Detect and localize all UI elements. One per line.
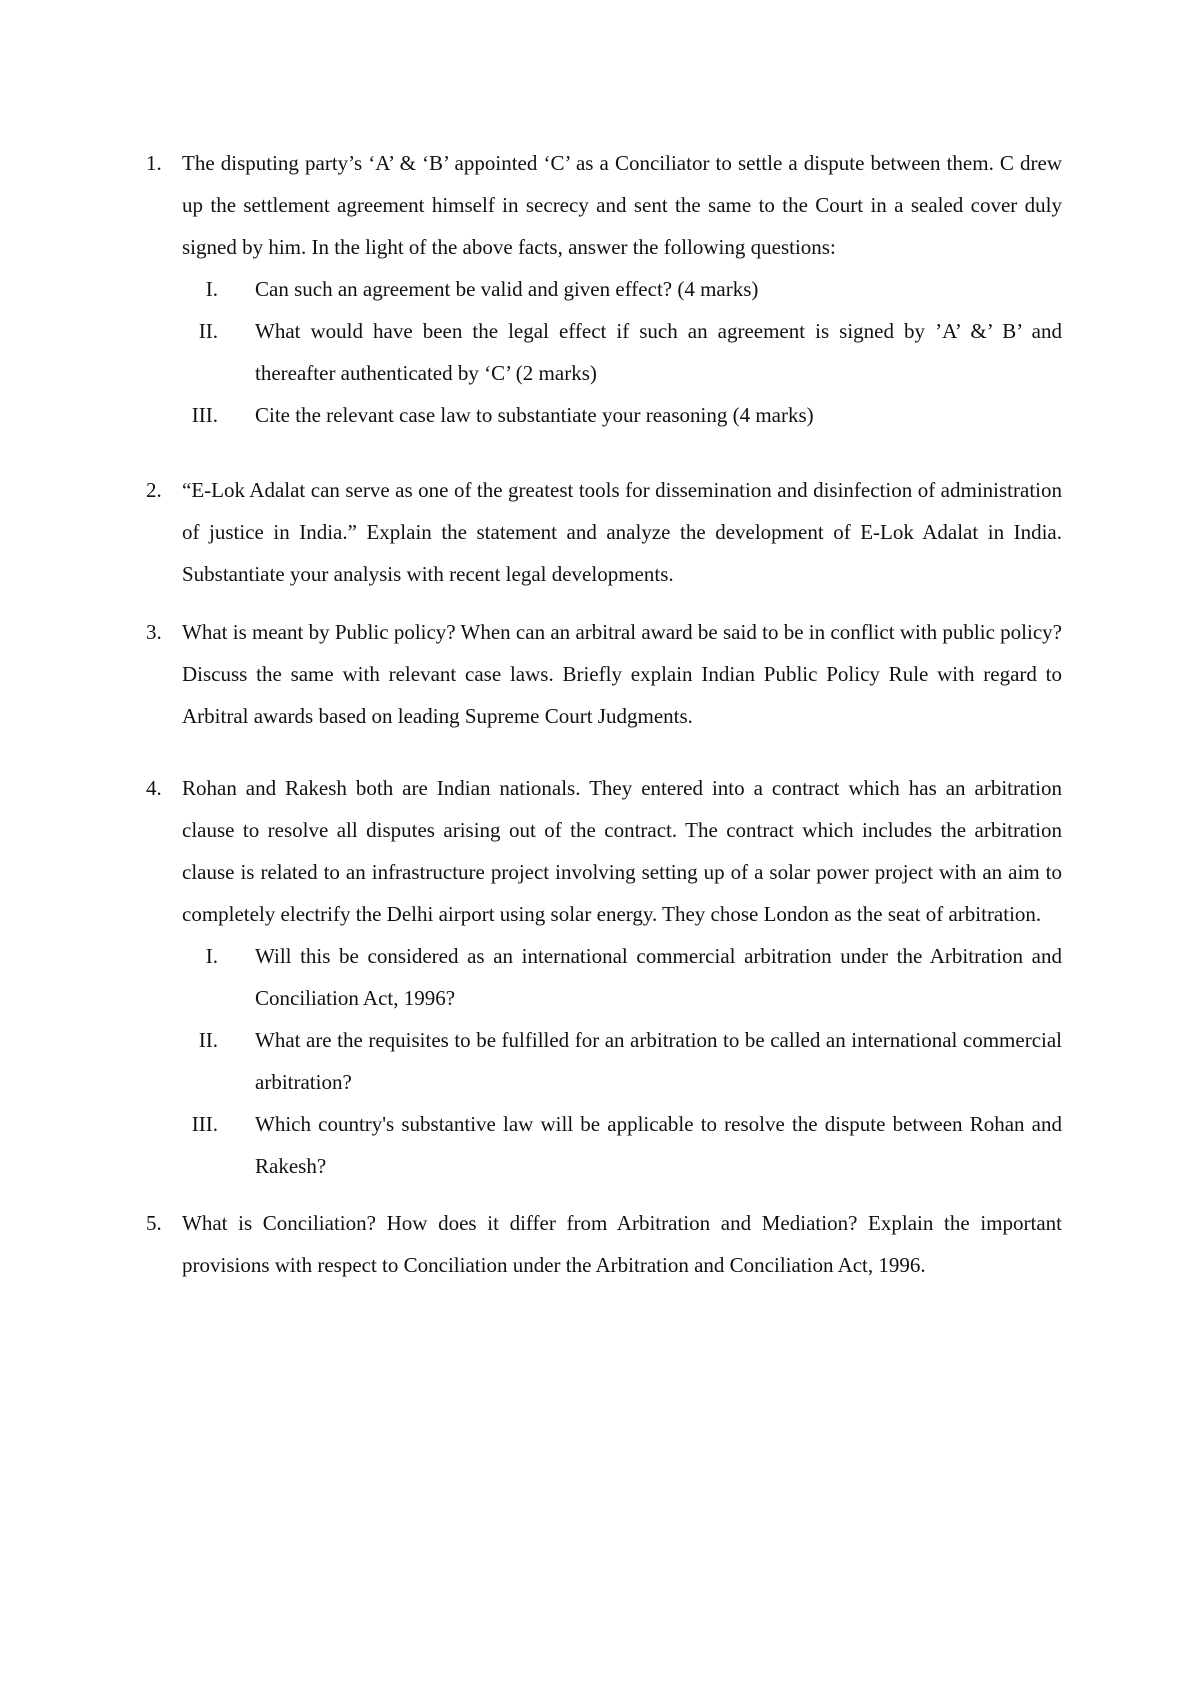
spacer [0,1187,1200,1202]
question-number: 5. [146,1211,162,1235]
sub-question-text: Can such an agreement be valid and given effect? (4 marks) [255,277,759,301]
sub-question-list [0,935,1200,1187]
sub-question-text: Will this be considered as an international commercial arbitration under the Arbitration and Conciliation Act, 1996? [255,944,1062,1010]
question-number: 3. [146,620,162,644]
sub-question [0,268,1200,310]
sub-question-number: III. [191,403,218,427]
question-text: “E-Lok Adalat can serve as one of the greatest tools for dissemination and disinfection of administration of justice in India.” Explain the statement and analyze the development of E-Lok Adalat in India. Substantiate your analysis with recent legal developments. [182,478,1062,586]
question-text: What is Conciliation? How does it differ from Arbitration and Mediation? Explain the important provisions with respect to Conciliation under the Arbitration and Conciliation Act, 1996. [182,1211,1062,1277]
question-text: What is meant by Public policy? When can an arbitral award be said to be in conflict with public policy? Discuss the same with relevant case laws. Briefly explain Indian Public Policy Rule with regard to Arbitral awards based on leading Supreme Court Judgments. [182,620,1062,728]
question-text: The disputing party’s ‘A’ & ‘B’ appointed ‘C’ as a Conciliator to settle a dispute between them. C drew up the settlement agreement himself in secrecy and sent the same to the Court in a sealed cover duly signed by him. In the light of the above facts, answer the following questions: [182,151,1062,259]
question-number: 4. [146,776,162,800]
sub-question-text: Which country's substantive law will be applicable to resolve the dispute between Rohan and Rakesh? [255,1112,1062,1178]
spacer [0,436,1200,469]
question-5 [0,1202,1200,1286]
sub-question-text: What would have been the legal effect if such an agreement is signed by ’A’ &’ B’ and thereafter authenticated by ‘C’ (2 marks) [255,319,1062,385]
sub-question [0,394,1200,436]
sub-question-number: II. [198,319,218,343]
sub-question [0,1103,1200,1187]
sub-question-number: II. [198,1028,218,1052]
spacer [0,737,1200,767]
question-text: Rohan and Rakesh both are Indian nationals. They entered into a contract which has an arbitration clause to resolve all disputes arising out of the contract. The contract which includes the arbitration clause is related to an infrastructure project involving setting up of a solar power project with an aim to completely electrify the Delhi airport using solar energy. They chose London as the seat of arbitration. [182,776,1062,926]
sub-question-list [0,268,1200,436]
question-2 [0,469,1200,595]
question-1 [0,142,1200,436]
sub-question-number: I. [205,944,218,968]
question-list [0,142,1200,1286]
sub-question [0,935,1200,1019]
sub-question-number: I. [205,277,218,301]
sub-question [0,310,1200,394]
question-3 [0,611,1200,737]
sub-question-text: What are the requisites to be fulfilled for an arbitration to be called an international commercial arbitration? [255,1028,1062,1094]
sub-question-number: III. [191,1112,218,1136]
question-number: 1. [146,151,162,175]
sub-question [0,1019,1200,1103]
question-4 [0,767,1200,1187]
sub-question-text: Cite the relevant case law to substantiate your reasoning (4 marks) [255,403,814,427]
spacer [0,595,1200,611]
question-number: 2. [146,478,162,502]
